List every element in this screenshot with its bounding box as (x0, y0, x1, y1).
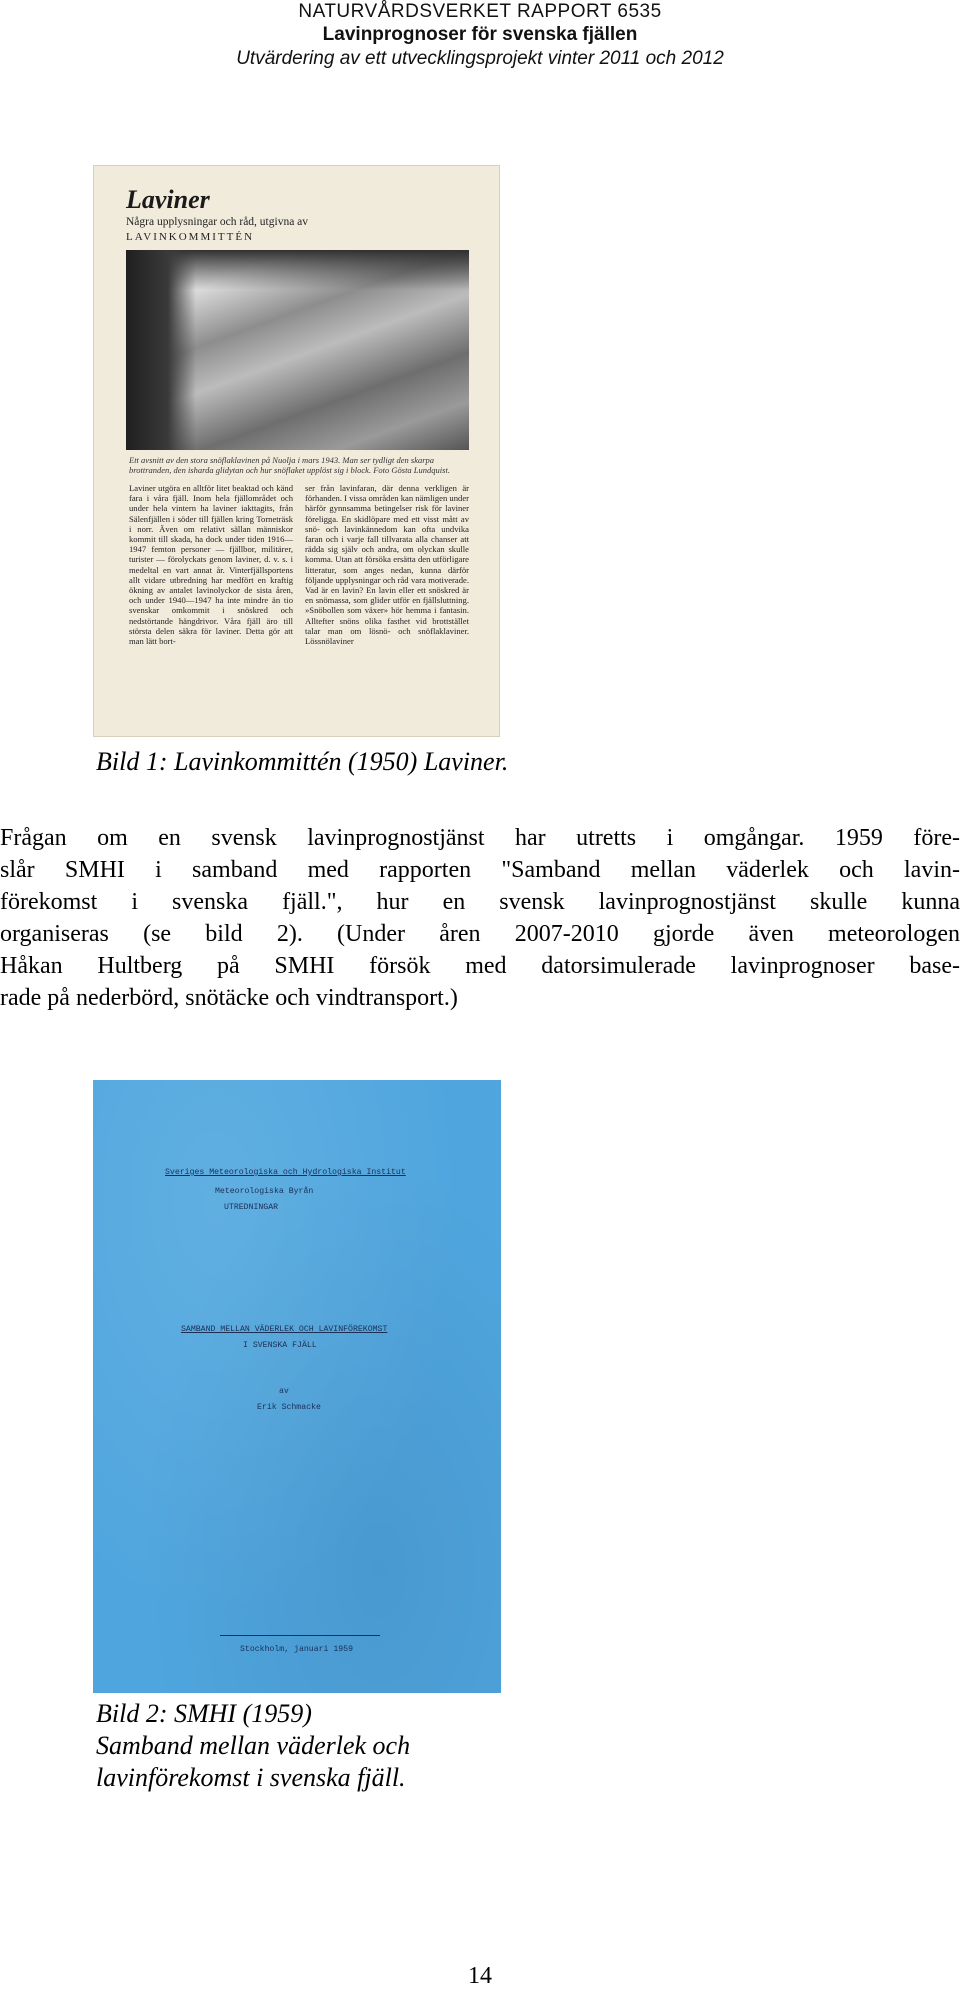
paragraph-line: förekomst i svenska fjäll.", hur en svensk lavinprognostjänst skulle kunna (0, 889, 960, 915)
leaflet-column-right: ser från lavinfaran, där denna verkligen är förhanden. I vissa områden kan nämligen under härför gynnsamma betingelser risk för laviner föreligga. En skidlöpare med ett visst mått av snö- och lavinkännedom kan ofta undvika faran och i varje fall tillvarata alla chanser att rädda sig själv och andra, om olyckan skulle komma. Utan att försöka ersätta den utförligare litteratur, som anges nedan, kunna därför följande upplysningar och råd vara motiverade. Vad är en lavin? En lavin eller ett snöskred är en snömassa, som glider utför en fjällsluttning. »Snöbollen som växer» hör hemma i fantasin. Alltefter snöns olika fasthet vid brottstället talar man om lösnö- och snöflaklaviner. Lössnölaviner (305, 483, 469, 647)
page-number: 14 (468, 1963, 492, 1989)
report-number: NATURVÅRDSVERKET RAPPORT 6535 (298, 1, 662, 22)
cover-bureau: Meteorologiska Byrån (215, 1187, 314, 1196)
figure-2-caption (96, 1698, 410, 1794)
figure-2-caption-line: lavinförekomst i svenska fjäll. (96, 1763, 406, 1792)
photo-shadow (126, 250, 196, 450)
body-paragraph (0, 822, 960, 1014)
leaflet-column-left: Laviner utgöra en alltför litet beaktad och känd fara i våra fjäll. Inom hela fjällområdet och under hela vintern ha laviner iakttagits, från Sälenfjällen i söder till fjällen kring Torneträsk i norr. Även om relativt sällan människor kommit till skada, ha dock under tiden 1916—1947 femton personer — fjällbor, militärer, turister — förolyckats genom laviner, d. v. s. i medeltal en vart annat år. Vinterfjällsportens allt vidare utbredning har medfört en kraftig ökning av antalet lavinolyckor de sista åren, och under 1940—1947 ha inte mindre än tio svenskar omkommit i snöskred och nedstörtande hängdrivor. Våra fjäll äro till största delen säkra för laviner. Detta gör att man lätt bort- (129, 483, 293, 647)
paragraph-line: Håkan Hultberg på SMHI försök med datorsimulerade lavinprognoser base- (0, 953, 960, 979)
paragraph-line: Frågan om en svensk lavinprognostjänst har utretts i omgångar. 1959 före- (0, 825, 960, 851)
figure-1-caption: Bild 1: Lavinkommittén (1950) Laviner. (96, 747, 509, 776)
leaflet-photo-caption: Ett avsnitt av den stora snöflaklavinen på Nuolja i mars 1943. Man ser tydligt den skarpa brottranden, den isharda glidytan och hur snöflaket upplöst sig i block. Foto Gösta Lundquist. (129, 455, 450, 475)
leaflet-subtitle: Några upplysningar och råd, utgivna av (126, 216, 309, 228)
figure-1-leaflet-scan (93, 165, 500, 737)
cover-place-date: Stockholm, januari 1959 (240, 1645, 354, 1654)
leaflet-organization: LAVINKOMMITTÉN (126, 231, 255, 243)
cover-series: UTREDNINGAR (224, 1203, 279, 1212)
page-header (0, 0, 960, 71)
paragraph-line: organiseras (se bild 2). (Under åren 2007-2010 gjorde även meteorologen (0, 921, 960, 947)
avalanche-photo (126, 250, 469, 450)
leaflet-text-columns (129, 483, 469, 715)
figure-2-caption-line: Bild 2: SMHI (1959) (96, 1699, 312, 1728)
paragraph-line: rade på nederbörd, snötäcke och vindtransport.) (0, 985, 458, 1011)
figure-2-report-cover (93, 1080, 501, 1693)
report-title: Lavinprognoser för svenska fjällen (322, 24, 638, 45)
cover-institute: Sveriges Meteorologiska och Hydrologiska Institut (165, 1168, 406, 1177)
cover-rule (220, 1635, 380, 1636)
cover-title-line2: I SVENSKA FJÄLL (243, 1341, 317, 1350)
leaflet-title: Laviner (126, 185, 210, 214)
cover-title-line1: SAMBAND MELLAN VÄDERLEK OCH LAVINFÖREKOMST (181, 1325, 388, 1334)
cover-author: Erik Schmacke (257, 1403, 321, 1412)
cover-by: av (279, 1387, 289, 1396)
paragraph-line: slår SMHI i samband med rapporten "Samband mellan väderlek och lavin- (0, 857, 960, 883)
report-subtitle: Utvärdering av ett utvecklingsprojekt vinter 2011 och 2012 (236, 48, 724, 69)
figure-2-caption-line: Samband mellan väderlek och (96, 1731, 411, 1760)
